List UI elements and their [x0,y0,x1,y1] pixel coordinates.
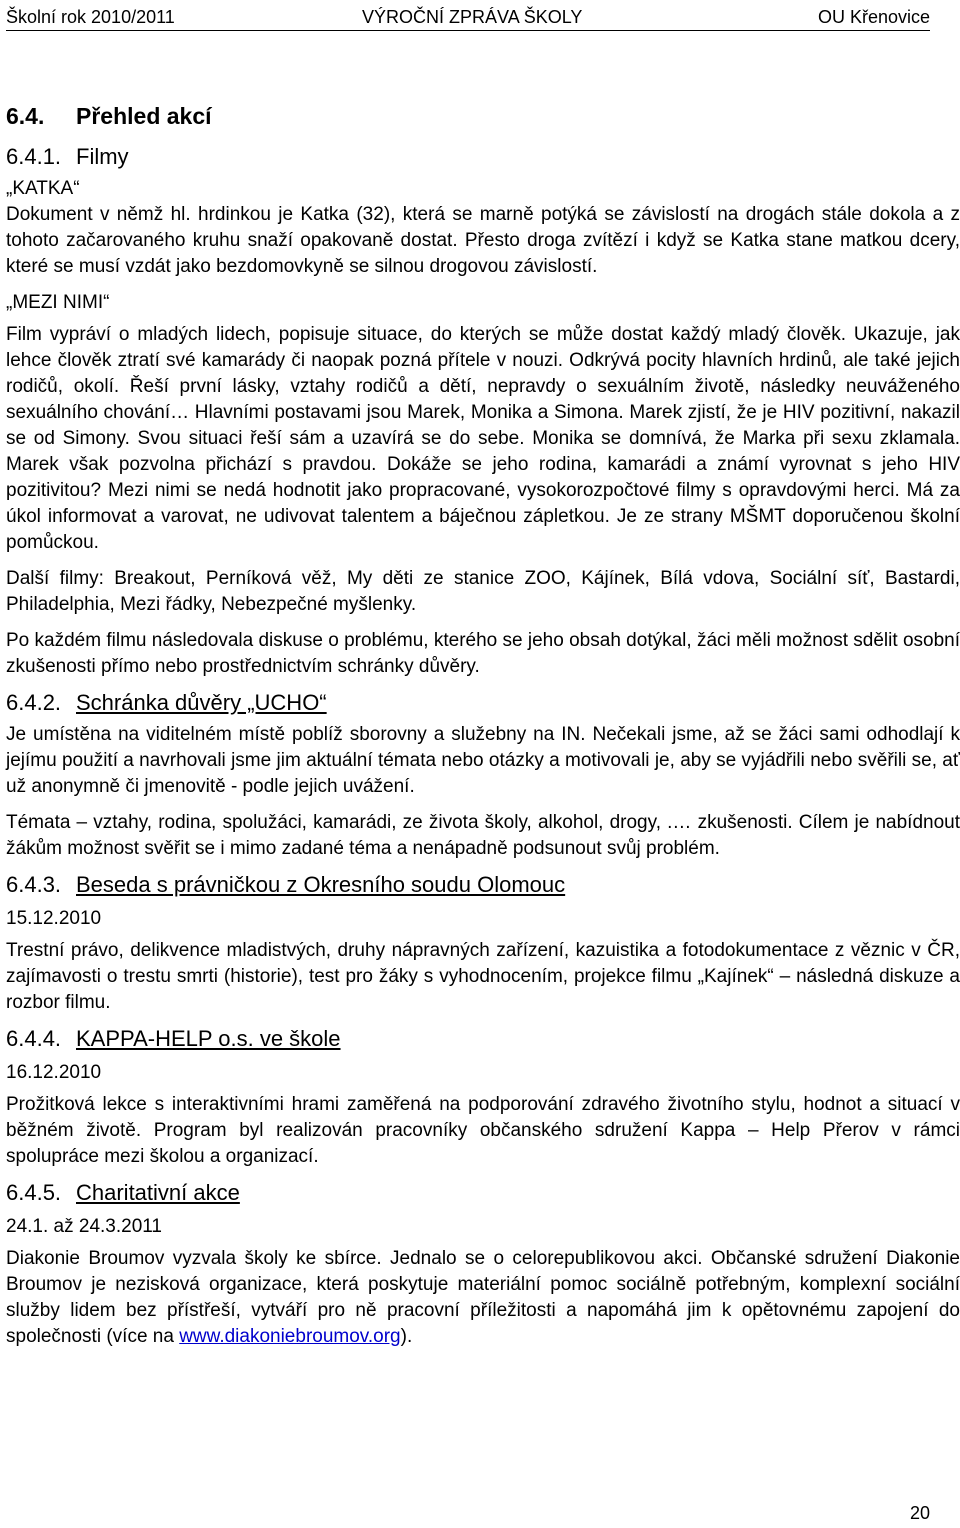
mezi-nimi-paragraph: Film vypráví o mladých lidech, popisuje situace, do kterých se může dostat každý mladý člověk. Ukazuje, jak lehce člověk ztratí své kamarády či naopak pozná přítele v nouzi. Odkrývá pocity hlavních hrdinů, ale také jejich rodičů, okolí. Řeší první lásky, vztahy rodičů a dětí, nepravdy o sexuálním životě, následky neuváženého sexuálního chování… Hlavními postavami jsou Marek, Monika a Simona. Marek zjistí, že je HIV pozitivní, nakazil se od Simony. Svou situaci řeší sám a uzavírá se do sebe. Monika se domnívá, že Marka při sexu zklamala. Marek však pozvolna přichází s pravdou. Dokáže se jeho rodina, kamarádi a známí vyrovnat s jeho HIV pozitivitou? Mezi nimi se nedá hodnotit jako propracované, vysokorozpočtové filmy s opravdovými herci. Má za úkol informovat a varovat, ne udivovat talentem a báječnou zápletkou. Je ze strany MŠMT doporučenou školní pomůckou. [6,324,960,553]
beseda-heading [6,870,960,900]
kappa-date: 16.12.2010 [6,1062,102,1083]
section-heading [6,100,960,132]
beseda-title: Beseda s právničkou z Okresního soudu Olomouc [76,872,566,897]
charita-paragraph [6,1246,960,1350]
page-number: 20 [909,1503,930,1523]
header-school-year: Školní rok 2010/2011 [6,7,175,27]
charita-heading [6,1178,960,1208]
other-films-paragraph: Další filmy: Breakout, Perníková věž, My děti ze stanice ZOO, Kájínek, Bílá vdova, Sociální síť, Bastardi, Philadelphia, Mezi řádky, Nebezpečné myšlenky. [6,568,960,615]
kappa-number: 6.4.4. [6,1026,62,1051]
films-discussion-paragraph: Po každém filmu následovala diskuse o problému, kterého se jeho obsah dotýkal, žáci měli možnost sdělit osobní zkušenosti přímo nebo prostřednictvím schránky důvěry. [6,630,960,677]
films-title: Filmy [76,144,129,169]
ucho-title: Schránka důvěry „UCHO“ [76,690,327,715]
kappa-paragraph: Prožitková lekce s interaktivními hrami zaměřená na podporování zdravého životního stylu, hodnot a situací v běžném životě. Program byl realizován pracovníky občanského sdružení Kappa – Help Přerov v rámci spolupráce mezi školou a organizací. [6,1094,960,1167]
ucho-paragraph-1: Je umístěna na viditelném místě poblíž sborovny a služebny na IN. Nečekali jsme, až se žáci sami odhodlají k jejímu použití a navrhovali jsme jim aktuální témata nebo otázky a motivovali je, aby se vyjádřili nebo svěřili se, ať už anonymně či jmenovitě - podle jejich uvážení. [6,724,960,797]
header-school-name: OU Křenovice [817,7,930,27]
section-title: Přehled akcí [76,103,212,129]
films-number: 6.4.1. [6,144,62,169]
beseda-paragraph: Trestní právo, delikvence mladistvých, druhy nápravných zařízení, kazuistika a fotodokumentace z věznic v ČR, zajímavosti o trestu smrti (historie), test pro žáky s vyhodnocením, projekce filmu „Kajínek“ – následná diskuze a rozbor filmu. [6,940,960,1013]
kappa-title: KAPPA-HELP o.s. ve škole [76,1026,341,1051]
charita-text-before: Diakonie Broumov vyzvala školy ke sbírce. Jednalo se o celorepublikovou akci. Občanské sdružení Diakonie Broumov je nezisková organizace, která poskytuje materiální pomoc sociálně potřebným, komplexní sociální služby lidem bez přístřeší, vytváří pro ně pracovní příležitosti a napomáhá jim k opětovnému zapojení do společnosti (více na [6,1248,960,1347]
kappa-heading [6,1024,960,1054]
mezi-nimi-title: „MEZI NIMI“ [6,292,110,313]
charita-text-after: ). [400,1326,413,1347]
page-content [6,100,960,1350]
page-header [6,4,930,31]
section-number: 6.4. [6,103,45,129]
beseda-date: 15.12.2010 [6,908,102,929]
charita-date: 24.1. až 24.3.2011 [6,1216,162,1237]
katka-paragraph: Dokument v němž hl. hrdinkou je Katka (32), která se marně potýká se závislostí na drogách stále dokola a z tohoto začarovaného kruhu snaží opakovaně dostat. Přesto droga zvítězí i když se Katka stane matkou dcery, které se musí vzdát jako bezdomovkyně se silnou drogovou závislostí. [6,204,960,277]
ucho-paragraph-2: Témata – vztahy, rodina, spolužáci, kamarádi, ze života školy, alkohol, drogy, .… zkušenosti. Cílem je nabídnout žákům možnost svěřit se i mimo zadané téma a nenápadně podsunout svůj problém. [6,812,960,859]
diakonie-link[interactable]: www.diakoniebroumov.org [179,1326,401,1347]
header-report-title: VÝROČNÍ ZPRÁVA ŠKOLY [362,7,583,27]
films-heading [6,142,960,172]
charita-title: Charitativní akce [76,1180,240,1205]
charita-number: 6.4.5. [6,1180,62,1205]
katka-title: „KATKA“ [6,178,80,199]
beseda-number: 6.4.3. [6,872,62,897]
ucho-heading [6,688,960,718]
ucho-number: 6.4.2. [6,690,62,715]
